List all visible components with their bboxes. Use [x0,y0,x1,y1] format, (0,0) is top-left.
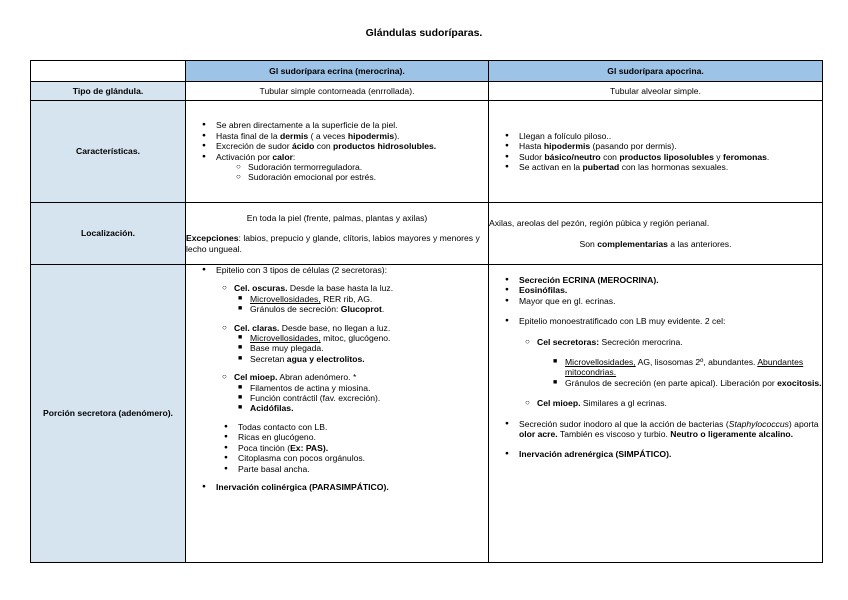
localizacion-ecrina [186,203,489,265]
list-item: ○ Cel secretoras: Secreción merocrina. [525,337,822,347]
porcion-apocrina [489,265,823,563]
list-item: ● Hasta final de la dermis ( a veces hipodermis). [200,131,488,141]
list-item: ■ Gránulos de secreción: Glucoprot. [238,304,488,314]
row-label-caracteristicas: Características. [31,101,186,203]
porcion-ecrina [186,265,489,563]
list-item: ● Epitelio monoestratificado con LB muy evidente. 2 cel: [503,316,822,326]
list-item: ○ Sudoración emocional por estrés. [236,172,488,182]
list-item: ● Parte basal ancha. [222,464,488,474]
list-item: ■ Base muy plegada. [238,343,488,353]
list-item: ● Poca tinción (Ex: PAS). [222,443,488,453]
excepciones-text: Excepciones: labios, prepucio y glande, clítoris, labios mayores y menores y lecho ungueal. [186,233,480,254]
row-caracteristicas [31,101,823,203]
list-item: ○ Sudoración termorreguladora. [236,162,488,172]
list-item: ● Eosinófilas. [503,285,822,295]
list-item: ○ Cel. claras. Desde base, no llegan a luz. [222,323,488,333]
tipo-apocrina: Tubular alveolar simple. [489,82,823,101]
row-porcion [31,265,823,563]
list-item: ■ Acidófilas. [238,403,488,413]
localizacion-apocrina [489,203,823,265]
row-label-porcion: Porción secretora (adenómero). [31,265,186,563]
list-item: ○ Cel. oscuras. Desde la base hasta la luz. [222,283,488,293]
caracteristicas-apocrina [489,101,823,203]
header-apocrina: Gl sudorípara apocrina. [489,61,823,82]
row-localizacion [31,203,823,265]
list-item: ■ Microvellosidades, AG, lisosomas 2º, abundantes. Abundantes mitocondrias. [553,357,822,378]
comparison-table [30,60,823,563]
caracteristicas-ecrina [186,101,489,203]
list-item: ● Llegan a folículo piloso.. [503,131,822,141]
list-item: ○ Cel mioep. Abran adenómero. * [222,372,488,382]
list-item: ■ Filamentos de actina y miosina. [238,383,488,393]
list-item: ● Hasta hipodermis (pasando por dermis). [503,141,822,151]
localizacion-line: Axilas, areolas del pezón, región púbica y región perianal. [489,218,710,229]
list-item: ● Se activan en la pubertad con las hormonas sexuales. [503,162,822,172]
list-item: ■ Función contráctil (fav. excreción). [238,393,488,403]
list-item: ● Secreción ECRINA (MEROCRINA). [503,275,822,285]
list-item: ● Se abren directamente a la superficie de la piel. [200,120,488,130]
list-item: ■ Microvellosidades, mitoc, glucógeno. [238,333,488,343]
list-item: ● Sudor básico/neutro con productos liposolubles y feromonas. [503,152,822,162]
list-item: ● Inervación adrenérgica (SIMPÁTICO). [503,449,822,459]
list-item: ● Epitelio con 3 tipos de células (2 secretoras): [200,265,488,275]
row-label-localizacion: Localización. [31,203,186,265]
list-item: ● Secreción sudor inodoro al que la acción de bacterias (Staphylococcus) aporta olor acre. También es viscoso y turbio. Neutro o ligeramente alcalino. [503,419,822,440]
list-item: ○ Cel mioep. Similares a gl ecrinas. [525,398,822,408]
list-item: ● Excreción de sudor ácido con productos hidrosolubles. [200,141,488,151]
row-label-tipo: Tipo de glándula. [31,82,186,101]
tipo-ecrina: Tubular simple contorneada (enrrollada). [186,82,489,101]
complementarias-text: Son complementarias a las anteriores. [579,238,732,249]
list-item: ■ Microvellosidades, RER rib, AG. [238,294,488,304]
header-ecrina: Gl sudorípara ecrina (merocrina). [186,61,489,82]
list-item: ● Inervación colinérgica (PARASIMPÁTICO). [200,482,488,492]
row-tipo [31,82,823,101]
header-row [31,61,823,82]
localizacion-line: En toda la piel (frente, palmas, plantas y axilas) [246,212,428,223]
list-item: ● Todas contacto con LB. [222,422,488,432]
list-item: ● Citoplasma con pocos orgánulos. [222,453,488,463]
list-item: ■ Gránulos de secreción (en parte apical). Liberación por exocitosis. [553,378,822,388]
list-item: ● Mayor que en gl. ecrinas. [503,296,822,306]
list-item: ■ Secretan agua y electrolitos. [238,354,488,364]
corner-cell [31,61,186,82]
list-item: ● Activación por calor: ○ Sudoración termorreguladora. ○ Sudoración emocional por estrés. [200,152,488,183]
page-title: Glándulas sudoríparas. [365,27,483,39]
list-item: ● Ricas en glucógeno. [222,432,488,442]
